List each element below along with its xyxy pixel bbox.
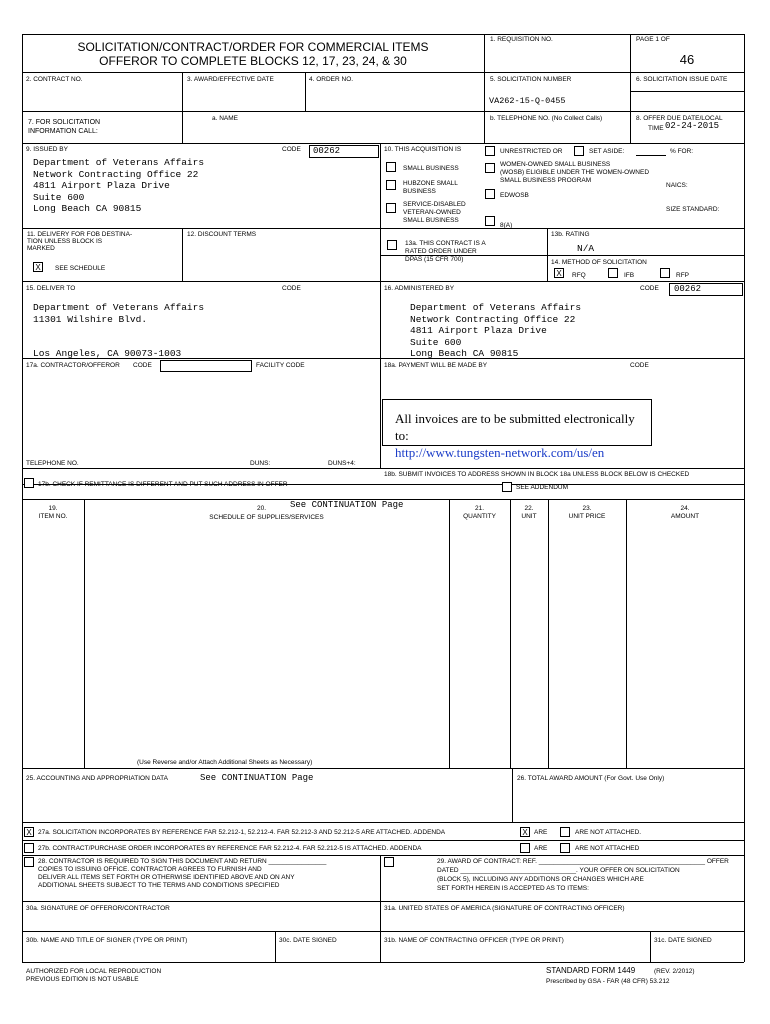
rule [626, 499, 627, 768]
unrestricted-checkbox[interactable] [485, 146, 495, 156]
29-checkbox[interactable] [384, 857, 394, 867]
schedule-footnote: (Use Reverse and/or Attach Additional Sheets as Necessary) [137, 759, 313, 766]
contractor-telephone-label: TELEPHONE NO. [26, 460, 79, 467]
29-line-2: DATED ________________________________. YOUR OFFER ON SOLICITATION [437, 867, 680, 874]
ifb-checkbox[interactable] [608, 268, 618, 278]
solicitation-no-value: VA262-15-Q-0455 [489, 96, 566, 106]
form-rev: (REV. 2/2012) [654, 968, 695, 975]
submit-invoices-label: 18b. SUBMIT INVOICES TO ADDRESS SHOWN IN BLOCK 18a UNLESS BLOCK BELOW IS CHECKED [384, 471, 690, 478]
rating-value: N/A [577, 243, 595, 254]
rule [22, 34, 23, 962]
27a-are-not-label: ARE NOT ATTACHED. [575, 829, 642, 836]
hubzone-label: HUBZONE SMALL BUSINESS [403, 180, 458, 195]
offer-due-value: 02-24-2015 [665, 121, 720, 131]
form-name: STANDARD FORM 1449 [546, 966, 636, 975]
duns4-label: DUNS+4: [328, 460, 356, 467]
see-schedule-checkbox[interactable]: X [33, 262, 43, 272]
27a-text: 27a. SOLICITATION INCORPORATES BY REFERENCE FAR 52.212-1, 52.212-4. FAR 52.212-3 AND 52.212-5 ARE ATTACHED. ADDENDA [38, 829, 446, 836]
administered-by-code: 00262 [674, 284, 702, 294]
rule [22, 34, 744, 35]
sig-31c-label: 31c. DATE SIGNED [654, 937, 712, 944]
deliver-to-code-label: CODE [282, 285, 301, 292]
rule [22, 931, 744, 932]
footer-left [26, 968, 161, 984]
rule [22, 281, 744, 282]
order-no-label: 4. ORDER NO. [309, 76, 354, 83]
facility-code-label: FACILITY CODE [256, 362, 305, 369]
sig-30b-label: 30b. NAME AND TITLE OF SIGNER (TYPE OR PRINT) [26, 937, 188, 944]
issued-by-label: 9. ISSUED BY [26, 146, 68, 153]
29-line-4: SET FORTH HEREIN IS ACCEPTED AS TO ITEMS: [437, 885, 589, 892]
col-item-no: 19. ITEM NO. [38, 505, 68, 520]
rule [22, 901, 744, 902]
col-schedule: SCHEDULE OF SUPPLIES/SERVICES [209, 514, 324, 521]
small-business-checkbox[interactable] [386, 162, 396, 172]
administered-by-label: 16. ADMINISTERED BY [384, 285, 455, 292]
edwosb-label: EDWOSB [500, 192, 529, 199]
info-call-line-1: 7. FOR SOLICITATION [28, 119, 101, 126]
wosb-label: WOMEN-OWNED SMALL BUSINESS (WOSB) ELIGIBLE UNDER THE WOMEN-OWNED SMALL BUSINESS PROGRAM [500, 161, 650, 184]
acquisition-label: 10. THIS ACQUISITION IS [384, 146, 462, 153]
col-schedule-num: 20. [257, 505, 267, 512]
contractor-label: 17a. CONTRACTOR/OFFEROR [26, 362, 120, 369]
name-label: a. NAME [212, 115, 239, 122]
rule [630, 91, 744, 92]
sig-30a-label: 30a. SIGNATURE OF OFFEROR/CONTRACTOR [26, 905, 170, 912]
rule [182, 111, 183, 143]
form-title [22, 40, 484, 68]
telephone-label: b. TELEPHONE NO. (No Collect Calls) [490, 115, 603, 122]
set-aside-pct-line [636, 155, 666, 156]
27b-are-checkbox[interactable] [520, 843, 530, 853]
27b-checkbox[interactable] [24, 843, 34, 853]
rule [484, 34, 485, 111]
sdvosb-label: SERVICE-DISABLED VETERAN-OWNED SMALL BUSINESS [403, 201, 466, 224]
rule [275, 931, 276, 962]
28-text: 28. CONTRACTOR IS REQUIRED TO SIGN THIS DOCUMENT AND RETURN ________________ COPIES TO ISSUING OFFICE. CONTRACTOR AGREES TO FURNISH AND DELIVER ALL ITEMS SET FORTH OR OTHERWISE IDENTIFIED ABOVE AND ON ANY ADDITIONAL SHEETS SUBJECT TO THE TERMS AND CONDITIONS SPECIFIED [38, 858, 327, 889]
prescribed-by: Prescribed by GSA - FAR (48 CFR) 53.212 [546, 978, 670, 985]
method-label: 14. METHOD OF SOLICITATION [551, 259, 647, 266]
see-addendum-label: SEE ADDENDUM [516, 484, 569, 491]
administered-by-code-label: CODE [640, 285, 659, 292]
28-checkbox[interactable] [24, 857, 34, 867]
rule [449, 499, 450, 768]
duns-label: DUNS: [250, 460, 271, 467]
discount-terms-label: 12. DISCOUNT TERMS [187, 231, 257, 238]
col-quantity: 21. QUANTITY [463, 505, 496, 520]
rated-order-label: 13a. THIS CONTRACT IS A RATED ORDER UNDER DPAS (15 CFR 700) [405, 240, 486, 263]
27b-are-not-checkbox[interactable] [560, 843, 570, 853]
offer-due-label: 8. OFFER DUE DATE/LOCAL [636, 115, 723, 122]
rule [22, 962, 744, 963]
footer-left-line-1: AUTHORIZED FOR LOCAL REPRODUCTION [26, 968, 162, 975]
col-unit: 22. UNIT [521, 505, 537, 520]
29-line-1: 29. AWARD OF CONTRACT: REF. ______________________________________________ OFFER [437, 858, 729, 865]
col-amount: 24. AMOUNT [670, 505, 700, 520]
rule [484, 111, 485, 143]
rule [744, 34, 745, 962]
rule [22, 228, 744, 229]
rule [22, 840, 744, 841]
requisition-no-label: 1. REQUISITION NO. [490, 36, 553, 43]
sdvosb-checkbox[interactable] [386, 203, 396, 213]
rated-order-checkbox[interactable] [387, 240, 397, 250]
hubzone-checkbox[interactable] [386, 180, 396, 190]
title-line-1: SOLICITATION/CONTRACT/ORDER FOR COMMERCIAL ITEMS [77, 40, 429, 54]
rule [22, 822, 744, 823]
solicitation-no-label: 5. SOLICITATION NUMBER [490, 76, 572, 83]
remittance-checkbox[interactable] [24, 478, 34, 488]
29-line-3: (BLOCK 5), INCLUDING ANY ADDITIONS OR CHANGES WHICH ARE [437, 876, 644, 883]
deliver-to-label: 15. DELIVER TO [26, 285, 76, 292]
size-standard-label: SIZE STANDARD: [666, 206, 720, 213]
offer-due-time-label: TIME [648, 125, 664, 132]
rule [22, 143, 744, 144]
27b-are-label: ARE [534, 845, 548, 852]
see-schedule-label: SEE SCHEDULE [55, 265, 106, 272]
invoice-note-text: All invoices are to be submitted electronically to: [395, 411, 635, 443]
payment-code-label: CODE [630, 362, 649, 369]
accounting-value: See CONTINUATION Page [200, 773, 314, 783]
rule [548, 499, 549, 768]
rfp-label: RFP [676, 272, 689, 279]
rule [22, 468, 744, 469]
set-aside-label: SET ASIDE: [589, 148, 625, 155]
fob-label: 11. DELIVERY FOR FOB DESTINA- TION UNLESS BLOCK IS MARKED [27, 231, 133, 252]
sig-30c-label: 30c. DATE SIGNED [279, 937, 337, 944]
accounting-label: 25. ACCOUNTING AND APPROPRIATION DATA [26, 775, 168, 782]
27a-are-label: ARE [534, 829, 548, 836]
rule [305, 72, 306, 111]
rule [380, 855, 381, 962]
rule [22, 72, 744, 73]
award-date-label: 3. AWARD/EFFECTIVE DATE [187, 76, 274, 83]
eight-a-label: 8(A) [500, 222, 513, 229]
rule [547, 228, 548, 281]
invoice-link[interactable]: http://www.tungsten-network.com/us/en [395, 445, 605, 460]
page-of-label: PAGE 1 OF [636, 36, 670, 43]
rule [380, 143, 381, 468]
small-business-label: SMALL BUSINESS [403, 165, 459, 172]
pct-for-label: % FOR: [670, 148, 694, 155]
rule [630, 34, 631, 143]
deliver-to-address: Department of Veterans Affairs 11301 Wilshire Blvd. Los Angeles, CA 90073-1003 [33, 302, 205, 359]
issued-by-code: 00262 [313, 146, 341, 156]
unrestricted-label: UNRESTRICTED OR [500, 148, 563, 155]
issued-by-code-label: CODE [282, 146, 301, 153]
rule [512, 768, 513, 822]
sig-31a-label: 31a. UNITED STATES OF AMERICA (SIGNATURE OF CONTRACTING OFFICER) [384, 905, 625, 912]
ifb-label: IFB [624, 272, 635, 279]
total-award-label: 26. TOTAL AWARD AMOUNT (For Govt. Use Only) [517, 775, 665, 782]
27b-text: 27b. CONTRACT/PURCHASE ORDER INCORPORATES BY REFERENCE FAR 52.212-4. FAR 52.212-5 IS ATTACHED. ADDENDA [38, 845, 422, 852]
rfq-label: RFQ [572, 272, 586, 279]
rule [22, 111, 744, 112]
page-total: 46 [679, 52, 695, 67]
title-line-2: OFFEROR TO COMPLETE BLOCKS 12, 17, 23, 24, & 30 [99, 54, 407, 68]
see-addendum-checkbox[interactable] [502, 482, 512, 492]
schedule-continuation: See CONTINUATION Page [290, 500, 404, 510]
rule [22, 855, 744, 856]
rule [650, 931, 651, 962]
27a-are-not-checkbox[interactable] [560, 827, 570, 837]
issued-by-address: Department of Veterans Affairs Network Contracting Office 22 4811 Airport Plaza Drive Suite 600 Long Beach CA 90815 [33, 157, 205, 214]
rfq-checkbox[interactable]: X [554, 268, 564, 278]
eight-a-checkbox[interactable] [485, 216, 495, 226]
contractor-code-box [160, 360, 252, 372]
remittance-label: 17b. CHECK IF REMITTANCE IS DIFFERENT AND PUT SUCH ADDRESS IN OFFER [38, 481, 288, 488]
27b-are-not-label: ARE NOT ATTACHED [575, 845, 640, 852]
info-call-line-2: INFORMATION CALL: [28, 128, 98, 135]
27a-are-checkbox[interactable]: X [520, 827, 530, 837]
rfp-checkbox[interactable] [660, 268, 670, 278]
rating-label: 13b. RATING [551, 231, 590, 238]
administered-by-address: Department of Veterans Affairs Network Contracting Office 22 4811 Airport Plaza Drive Suite 600 Long Beach CA 90815 [410, 302, 582, 359]
wosb-checkbox[interactable] [485, 163, 495, 173]
rule [182, 72, 183, 111]
sig-31b-label: 31b. NAME OF CONTRACTING OFFICER (TYPE OR PRINT) [384, 937, 564, 944]
info-call-label [28, 118, 100, 136]
invoice-note [382, 399, 652, 460]
col-unit-price: 23. UNIT PRICE [568, 505, 606, 520]
27a-checkbox[interactable]: X [24, 827, 34, 837]
edwosb-checkbox[interactable] [485, 189, 495, 199]
contract-no-label: 2. CONTRACT NO. [26, 76, 83, 83]
contractor-code-label: CODE [133, 362, 152, 369]
issue-date-label: 6. SOLICITATION ISSUE DATE [636, 76, 728, 83]
payment-label: 18a. PAYMENT WILL BE MADE BY [384, 362, 488, 369]
rule [510, 499, 511, 768]
rule [22, 768, 744, 769]
naics-label: NAICS: [666, 182, 688, 189]
set-aside-checkbox[interactable] [574, 146, 584, 156]
rule [84, 499, 85, 768]
footer-left-line-2: PREVIOUS EDITION IS NOT USABLE [26, 976, 139, 983]
rule [182, 228, 183, 281]
